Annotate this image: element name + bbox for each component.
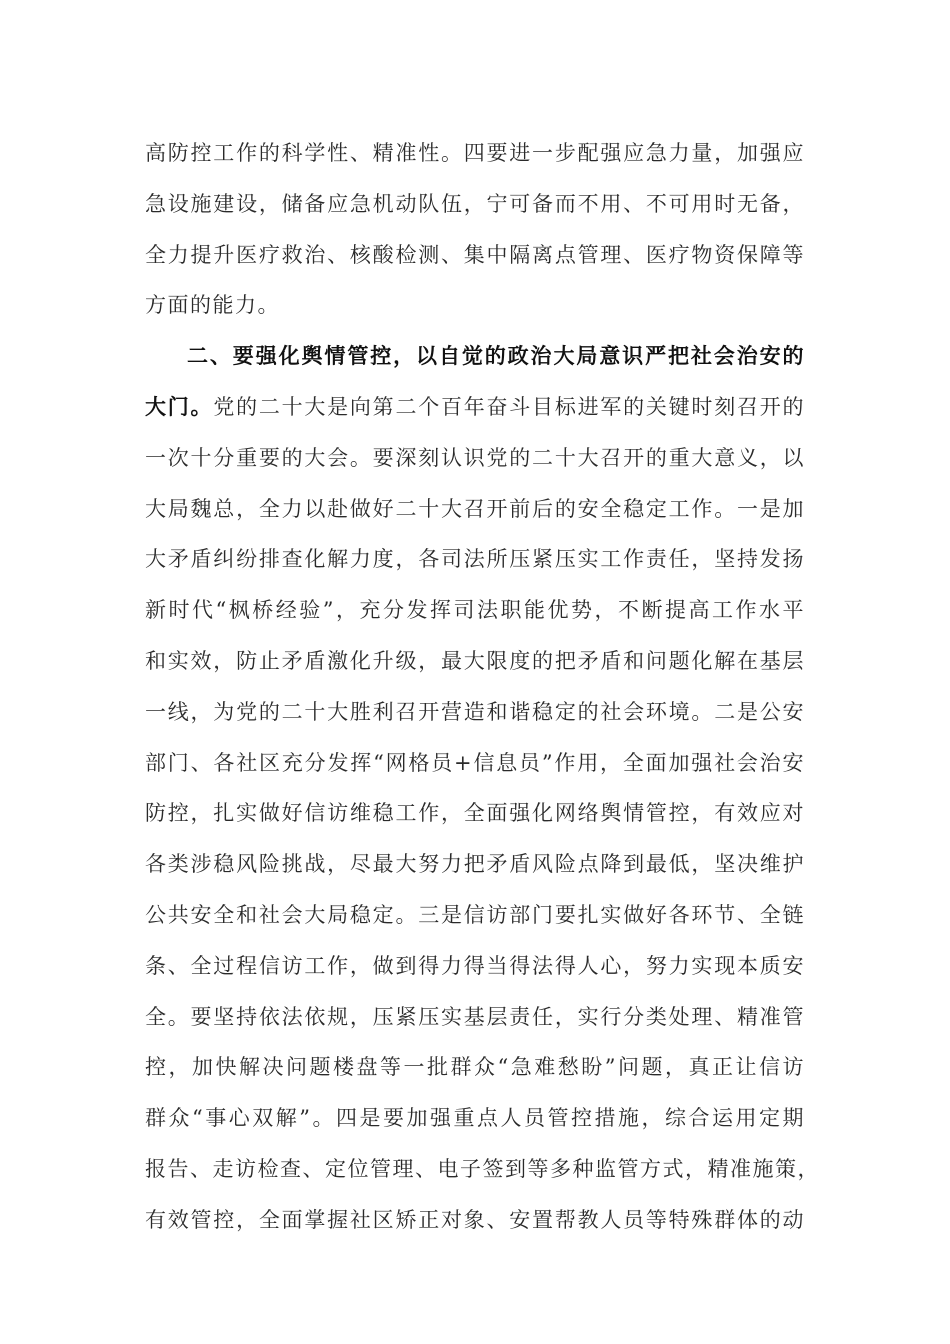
paragraph-line: 一次十分重要的大会。要深刻认识党的二十大召开的重大意义，以: [145, 445, 805, 470]
section-heading: 二、要强化舆情管控，以自觉的政治大局意识严把社会治安的: [187, 343, 805, 369]
paragraph-line: 和实效，防止矛盾激化升级，最大限度的把矛盾和问题化解在基层: [145, 648, 805, 673]
paragraph-line: 条、全过程信访工作，做到得力得当得法得人心，努力实现本质安: [145, 953, 805, 978]
paragraph-line: 高防控工作的科学性、精准性。四要进一步配强应急力量，加强应: [145, 141, 805, 165]
paragraph-line: 控，加快解决问题楼盘等一批群众“急难愁盼”问题，真正让信访: [145, 1055, 805, 1080]
section-heading-end: 大门。: [145, 393, 214, 419]
paragraph-line: [145, 382, 805, 433]
paragraph-line: 全力提升医疗救治、核酸检测、集中隔离点管理、医疗物资保障等: [145, 242, 805, 267]
paragraph-line: 新时代“枫桥经验”，充分发挥司法职能优势，不断提高工作水平: [145, 598, 805, 623]
paragraph-line: 有效管控，全面掌握社区矫正对象、安置帮教人员等特殊群体的动: [145, 1207, 805, 1232]
paragraph-line: 大矛盾纠纷排查化解力度，各司法所压紧压实工作责任，坚持发扬: [145, 547, 805, 572]
paragraph-line: 公共安全和社会大局稳定。三是信访部门要扎实做好各环节、全链: [145, 902, 805, 927]
paragraph-line: 一线，为党的二十大胜利召开营造和谐稳定的社会环境。二是公安: [145, 699, 805, 724]
paragraph-text: 党的二十大是向第二个百年奋斗目标进军的关键时刻召开的: [213, 394, 806, 419]
body-text: [145, 128, 820, 1246]
paragraph-line: 部门、各社区充分发挥“网格员+信息员”作用，全面加强社会治安: [145, 750, 805, 775]
paragraph-line: 群众“事心双解”。四是要加强重点人员管控措施，综合运用定期: [145, 1106, 805, 1131]
paragraph-line: 各类涉稳风险挑战，尽最大努力把矛盾风险点降到最低，坚决维护: [145, 852, 805, 877]
paragraph-line: 大局魏总，全力以赴做好二十大召开前后的安全稳定工作。一是加: [145, 496, 805, 521]
paragraph-line: 急设施建设，储备应急机动队伍，宁可备而不用、不可用时无备，: [145, 191, 805, 216]
paragraph-line: 方面的能力。: [145, 293, 280, 318]
paragraph-line: 报告、走访检查、定位管理、电子签到等多种监管方式，精准施策，: [145, 1156, 820, 1181]
paragraph-line: 全。要坚持依法依规，压紧压实基层责任，实行分类处理、精准管: [145, 1004, 805, 1029]
paragraph-line: 防控，扎实做好信访维稳工作，全面强化网络舆情管控，有效应对: [145, 801, 805, 826]
